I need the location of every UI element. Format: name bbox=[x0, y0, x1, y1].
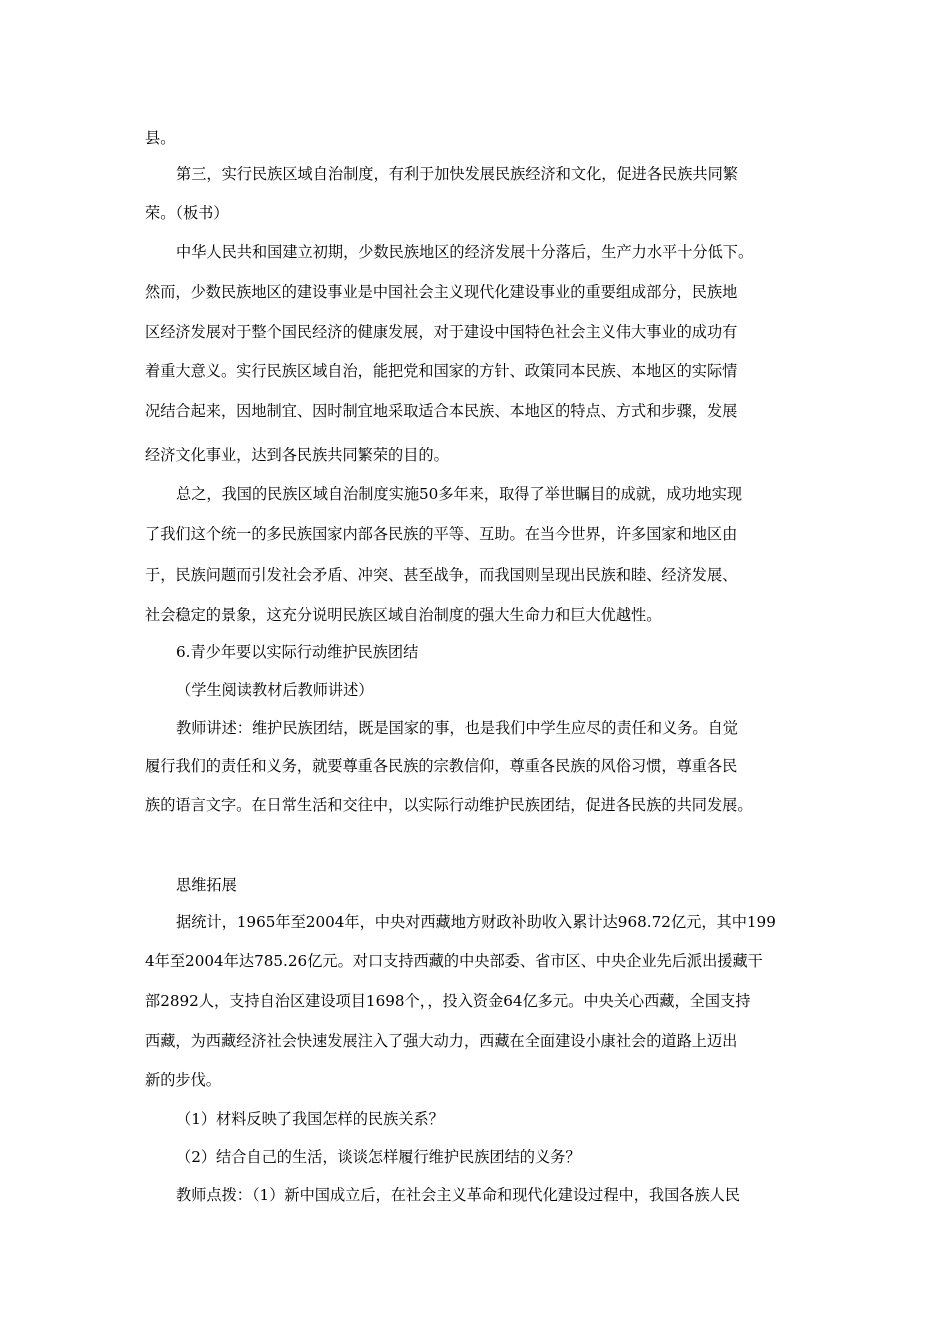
paragraph-line: 县。 bbox=[145, 129, 176, 147]
paragraph-line: 新的步伐。 bbox=[145, 1071, 221, 1089]
paragraph-line: 族的语言文字。在日常生活和交往中，以实际行动维护民族团结，促进各民族的共同发展。 bbox=[145, 796, 753, 814]
section-heading: 思维拓展 bbox=[176, 876, 237, 894]
paragraph-line: 社会稳定的景象，这充分说明民族区域自治制度的强大生命力和巨大优越性。 bbox=[145, 606, 662, 624]
paragraph-line: 然而，少数民族地区的建设事业是中国社会主义现代化建设事业的重要组成部分，民族地 bbox=[145, 283, 738, 301]
paragraph-line: 西藏，为西藏经济社会快速发展注入了强大动力，西藏在全面建设小康社会的道路上迈出 bbox=[145, 1032, 738, 1050]
paragraph-line: 教师讲述：维护民族团结，既是国家的事，也是我们中学生应尽的责任和义务。自觉 bbox=[176, 719, 738, 737]
question-line: （1）材料反映了我国怎样的民族关系？ bbox=[176, 1110, 444, 1128]
paragraph-line: 经济文化事业，达到各民族共同繁荣的目的。 bbox=[145, 446, 449, 464]
paragraph-line: 区经济发展对于整个国民经济的健康发展，对于建设中国特色社会主义伟大事业的成功有 bbox=[145, 323, 738, 341]
paragraph-line: 荣。（板书） bbox=[145, 204, 229, 222]
paragraph-line: 况结合起来，因地制宜、因时制宜地采取适合本民族、本地区的特点、方式和步骤，发展 bbox=[145, 402, 738, 420]
paragraph-line: 据统计，1965年至2004年，中央对西藏地方财政补助收入累计达968.72亿元，其中199 bbox=[176, 913, 776, 931]
paragraph-line: 中华人民共和国建立初期，少数民族地区的经济发展十分落后，生产力水平十分低下。 bbox=[176, 243, 754, 261]
paragraph-line: 了我们这个统一的多民族国家内部各民族的平等、互助。在当今世界，许多国家和地区由 bbox=[145, 525, 738, 543]
paragraph-line: 总之，我国的民族区域自治制度实施50多年来，取得了举世瞩目的成就，成功地实现 bbox=[176, 485, 743, 503]
paragraph-line: 部2892人，支持自治区建设项目1698个，，投入资金64亿多元。中央关心西藏，全国支持 bbox=[145, 992, 751, 1010]
paragraph-line: 教师点拨：（1）新中国成立后，在社会主义革命和现代化建设过程中，我国各族人民 bbox=[176, 1186, 741, 1204]
section-heading: 6.青少年要以实际行动维护民族团结 bbox=[176, 643, 419, 661]
paragraph-line: 履行我们的责任和义务，就要尊重各民族的宗教信仰，尊重各民族的风俗习惯，尊重各民 bbox=[145, 757, 738, 775]
paragraph-line: 4年至2004年达785.26亿元。对口支持西藏的中央部委、省市区、中央企业先后派出援藏干 bbox=[145, 952, 763, 970]
paragraph-line: （学生阅读教材后教师讲述） bbox=[176, 681, 374, 699]
paragraph-line: 第三，实行民族区域自治制度，有利于加快发展民族经济和文化，促进各民族共同繁 bbox=[176, 165, 738, 183]
paragraph-line: 于，民族问题而引发社会矛盾、冲突、甚至战争，而我国则呈现出民族和睦、经济发展、 bbox=[145, 566, 738, 584]
question-line: （2）结合自己的生活，谈谈怎样履行维护民族团结的义务？ bbox=[176, 1148, 581, 1166]
paragraph-line: 着重大意义。实行民族区域自治，能把党和国家的方针、政策同本民族、本地区的实际情 bbox=[145, 362, 738, 380]
